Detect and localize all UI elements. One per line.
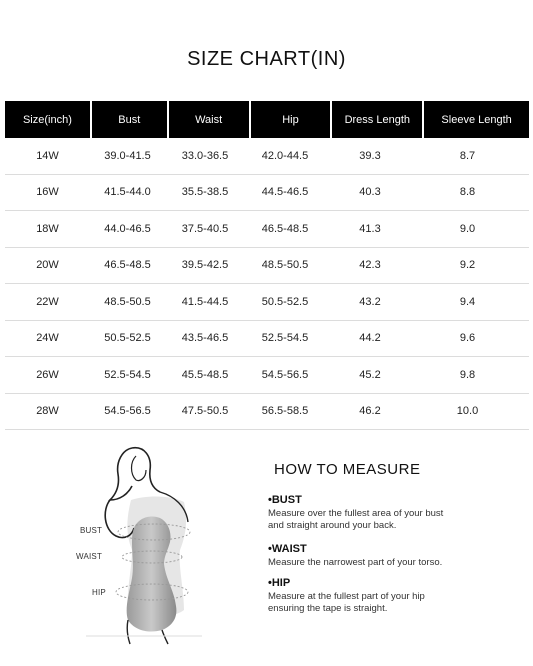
measure-desc <box>268 557 508 569</box>
cell-dress-length: 42.3 <box>359 259 381 272</box>
waist-label: WAIST <box>76 552 103 561</box>
cell-hip: 42.0-44.5 <box>261 149 309 162</box>
cell-hip: 50.5-52.5 <box>261 295 309 308</box>
cell-size: 14W <box>36 149 59 162</box>
size-chart-title: SIZE CHART(IN) <box>187 48 346 70</box>
cell-waist: 39.5-42.5 <box>181 259 229 272</box>
cell-hip: 44.5-46.5 <box>261 186 309 199</box>
header-dress-length: Dress Length <box>332 101 422 138</box>
cell-waist: 47.5-50.5 <box>181 405 229 418</box>
cell-size: 18W <box>36 222 59 235</box>
table-body <box>5 138 529 430</box>
cell-bust: 54.5-56.5 <box>104 405 151 418</box>
measure-desc-line: Measure at the fullest part of your hip <box>268 591 425 602</box>
cell-dress-length: 45.2 <box>359 368 381 381</box>
measure-item-hip <box>268 577 508 615</box>
header-sleeve-length: Sleeve Length <box>424 101 529 138</box>
measure-desc-line: ensuring the tape is straight. <box>268 603 388 614</box>
cell-size: 26W <box>36 368 59 381</box>
table-row <box>5 284 529 321</box>
cell-waist: 41.5-44.5 <box>181 295 229 308</box>
cell-waist: 37.5-40.5 <box>181 222 229 235</box>
table-row <box>5 394 529 431</box>
cell-dress-length: 39.3 <box>359 149 381 162</box>
cell-hip: 56.5-58.5 <box>261 405 309 418</box>
table-row <box>5 138 529 175</box>
measure-label: •WAIST <box>268 543 307 555</box>
cell-size: 22W <box>36 295 59 308</box>
size-table <box>5 101 529 430</box>
cell-bust: 39.0-41.5 <box>104 149 151 162</box>
hip-label: HIP <box>92 588 106 597</box>
cell-hip: 52.5-54.5 <box>261 332 309 345</box>
header-size: Size(inch) <box>5 101 90 138</box>
measure-label: •HIP <box>268 577 291 589</box>
cell-bust: 52.5-54.5 <box>104 368 151 381</box>
measure-desc <box>268 508 508 532</box>
measure-desc <box>268 591 508 615</box>
cell-bust: 50.5-52.5 <box>104 332 151 345</box>
cell-bust: 46.5-48.5 <box>104 259 151 272</box>
cell-sleeve-length: 9.8 <box>459 368 476 381</box>
table-row <box>5 321 529 358</box>
cell-dress-length: 46.2 <box>359 405 381 418</box>
cell-dress-length: 44.2 <box>359 332 381 345</box>
cell-waist: 45.5-48.5 <box>181 368 229 381</box>
cell-sleeve-length: 9.0 <box>459 222 476 235</box>
cell-waist: 33.0-36.5 <box>181 149 229 162</box>
cell-bust: 48.5-50.5 <box>104 295 151 308</box>
cell-size: 16W <box>36 186 59 199</box>
table-row <box>5 357 529 394</box>
table-row <box>5 248 529 285</box>
cell-waist: 35.5-38.5 <box>181 186 229 199</box>
measure-item-waist <box>268 543 508 569</box>
cell-sleeve-length: 8.7 <box>459 149 476 162</box>
measure-desc-line: Measure over the fullest area of your bust <box>268 508 444 519</box>
cell-sleeve-length: 9.6 <box>459 332 476 345</box>
cell-bust: 44.0-46.5 <box>104 222 151 235</box>
cell-size: 24W <box>36 332 59 345</box>
how-to-measure-heading: HOW TO MEASURE <box>274 461 421 478</box>
table-row <box>5 211 529 248</box>
cell-dress-length: 40.3 <box>359 186 381 199</box>
header-bust: Bust <box>92 101 167 138</box>
cell-bust: 41.5-44.0 <box>104 186 151 199</box>
table-row <box>5 175 529 212</box>
measure-label: •BUST <box>268 494 302 506</box>
header-hip: Hip <box>251 101 331 138</box>
cell-waist: 43.5-46.5 <box>181 332 229 345</box>
woman-silhouette-illustration <box>76 440 206 645</box>
cell-sleeve-length: 9.2 <box>459 259 476 272</box>
cell-size: 28W <box>36 405 59 418</box>
cell-sleeve-length: 8.8 <box>459 186 476 199</box>
cell-hip: 46.5-48.5 <box>261 222 309 235</box>
cell-size: 20W <box>36 259 59 272</box>
header-waist: Waist <box>169 101 249 138</box>
measure-item-bust <box>268 494 508 532</box>
body-measurement-figure <box>76 440 206 645</box>
bust-label: BUST <box>80 526 103 535</box>
cell-dress-length: 41.3 <box>359 222 381 235</box>
cell-sleeve-length: 10.0 <box>456 405 479 418</box>
cell-hip: 54.5-56.5 <box>261 368 309 381</box>
cell-dress-length: 43.2 <box>359 295 381 308</box>
measure-desc-line: Measure the narrowest part of your torso. <box>268 557 443 568</box>
table-header <box>5 101 529 138</box>
cell-sleeve-length: 9.4 <box>459 295 476 308</box>
cell-hip: 48.5-50.5 <box>261 259 309 272</box>
measure-desc-line: and straight around your back. <box>268 520 397 531</box>
